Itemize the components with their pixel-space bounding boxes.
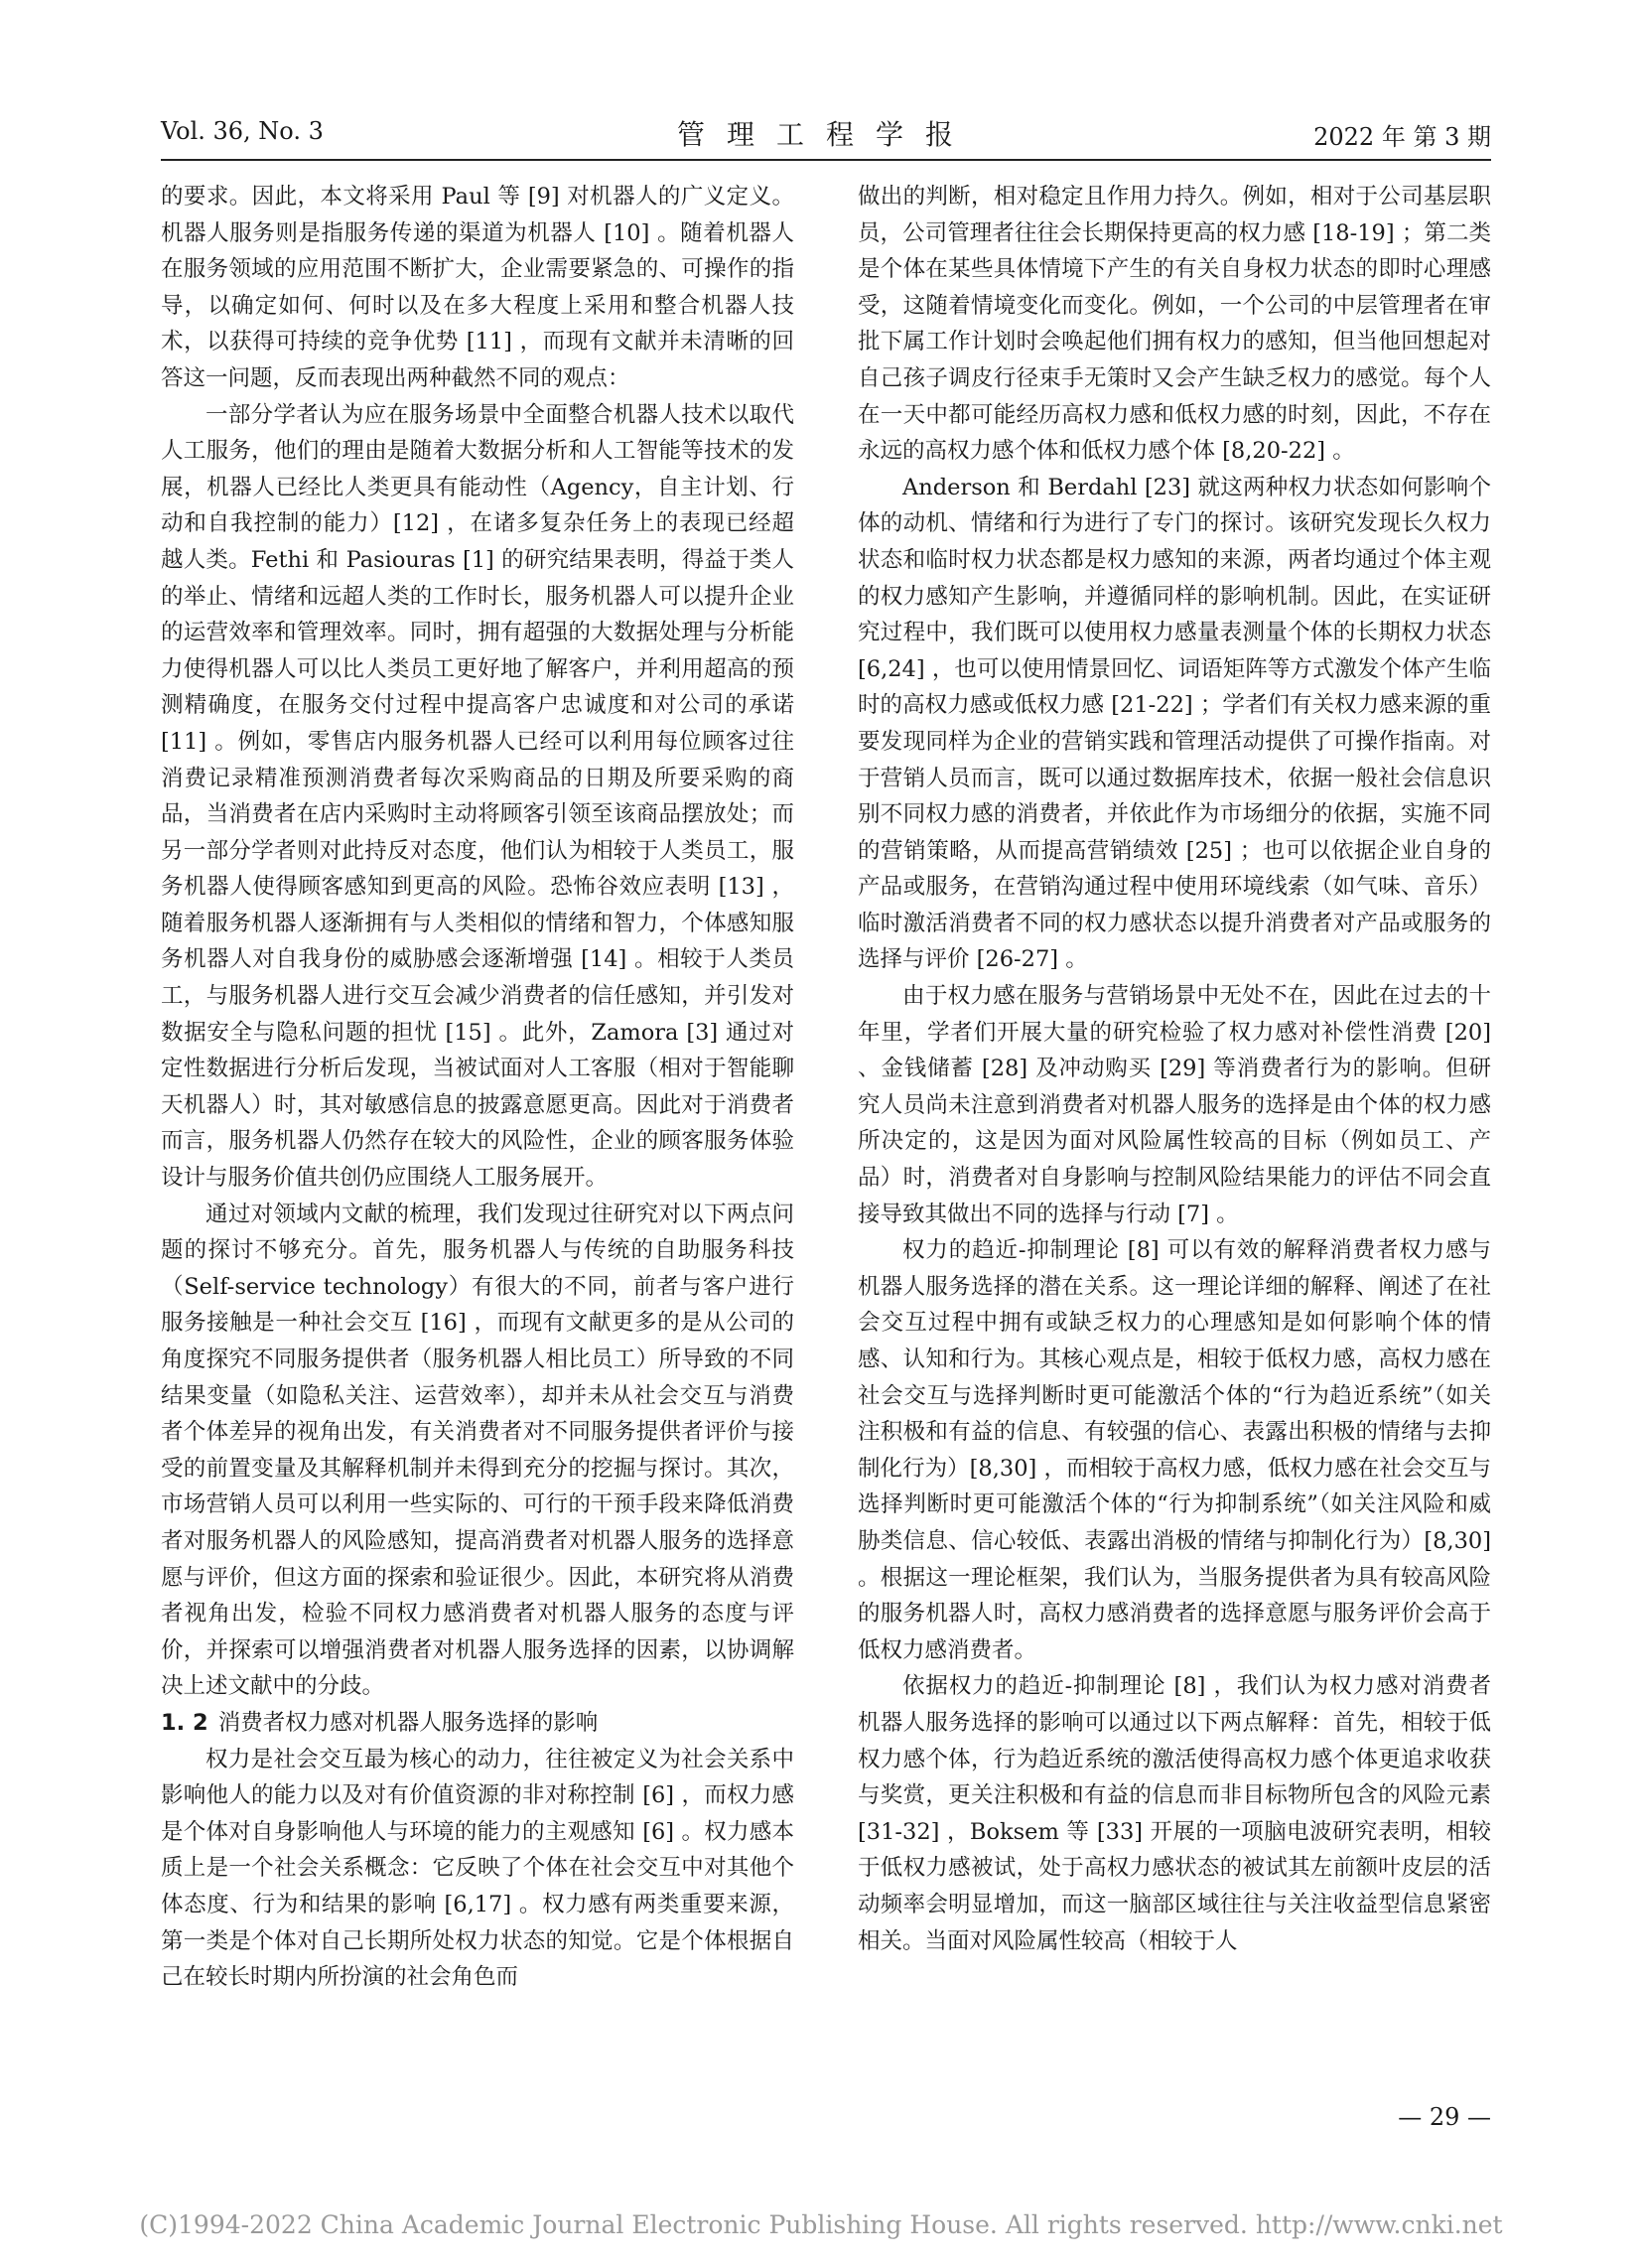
left-column — [161, 179, 794, 1996]
paragraph: 依据权力的趋近-抑制理论 [8] ，我们认为权力感对消费者机器人服务选择的影响可以通过以下两点解释：首先，相较于低权力感个体，行为趋近系统的激活使得高权力感个体更追求收获与奖赏，更关注积极和有益的信息而非目标物所包含的风险元素 [31-32] ，Boksem 等 [33] 开展的一项脑电波研究表明，相较于低权力感被试，处于高权力感状态的被试其左前额叶皮层的活动频率会明显增加，而这一脑部区域往往与关注收益型信息紧密相关。当面对风险属性较高（相较于人 — [858, 1673, 1491, 1954]
paragraph: 由于权力感在服务与营销场景中无处不在，因此在过去的十年里，学者们开展大量的研究检验了权力感对补偿性消费 [20] 、金钱储蓄 [28] 及冲动购买 [29] 等消费者行为的影响。但研究人员尚未注意到消费者对机器人服务的选择是由个体的权力感所决定的，这是因为面对风险属性较高的目标（例如员工、产品）时，消费者对自身影响与控制风险结果能力的评估不同会直接导致其做出不同的选择与行动 [7] 。 — [858, 983, 1491, 1227]
right-column — [858, 179, 1491, 1959]
header-rule — [161, 159, 1491, 161]
copyright-footer: (C)1994-2022 China Academic Journal Electronic Publishing House. All rights reserved. http://www.cnki.net — [139, 2210, 1503, 2239]
journal-issue: 2022 年 第 3 期 — [1313, 123, 1491, 151]
paragraph: 一部分学者认为应在服务场景中全面整合机器人技术以取代人工服务，他们的理由是随着大数据分析和人工智能等技术的发展，机器人已经比人类更具有能动性（Agency，自主计划、行动和自我控制的能力）[12] ，在诸多复杂任务上的表现已经超越人类。Fethi 和 Pasiouras [1] 的研究结果表明，得益于类人的举止、情绪和远超人类的工作时长，服务机器人可以提升企业的运营效率和管理效率。同时，拥有超强的大数据处理与分析能力使得机器人可以比人类员工更好地了解客户，并利用超高的预测精确度，在服务交付过程中提高客户忠诚度和对公司的承诺 [11] 。例如，零售店内服务机器人已经可以利用每位顾客过往消费记录精准预测消费者每次采购商品的日期及所要采购的商品，当消费者在店内采购时主动将顾客引领至该商品摆放处；而另一部分学者则对此持反对态度，他们认为相较于人类员工，服务机器人使得顾客感知到更高的风险。恐怖谷效应表明 [13] ，随着服务机器人逐渐拥有与人类相似的情绪和智力，个体感知服务机器人对自我身份的威胁感会逐渐增强 [14] 。相较于人类员工，与服务机器人进行交互会减少消费者的信任感知，并引发对数据安全与隐私问题的担忧 [15] 。此外，Zamora [3] 通过对定性数据进行分析后发现，当被试面对人工客服（相对于智能聊天机器人）时，其对敏感信息的披露意愿更高。因此对于消费者而言，服务机器人仍然存在较大的风险性，企业的顾客服务体验设计与服务价值共创仍应围绕人工服务展开。 — [161, 401, 794, 1192]
journal-volume: Vol. 36, No. 3 — [161, 117, 324, 145]
section-number: 1. 2 — [161, 1709, 208, 1736]
section-heading — [161, 1705, 794, 1742]
page-number: — 29 — — [1398, 2103, 1491, 2131]
running-header — [161, 117, 1491, 161]
paragraph: 权力是社会交互最为核心的动力，往往被定义为社会关系中影响他人的能力以及对有价值资源的非对称控制 [6] ，而权力感是个体对自身影响他人与环境的能力的主观感知 [6] 。权力感本质上是一个社会关系概念：它反映了个体在社会交互中对其他个体态度、行为和结果的影响 [6,17] 。权力感有两类重要来源，第一类是个体对自己长期所处权力状态的知觉。它是个体根据自己在较长时期内所扮演的社会角色而 — [161, 1746, 794, 1991]
paragraph: Anderson 和 Berdahl [23] 就这两种权力状态如何影响个体的动机、情绪和行为进行了专门的探讨。该研究发现长久权力状态和临时权力状态都是权力感知的来源，两者均通过个体主观的权力感知产生影响，并遵循同样的影响机制。因此，在实证研究过程中，我们既可以使用权力感量表测量个体的长期权力状态 [6,24] ，也可以使用情景回忆、词语矩阵等方式激发个体产生临时的高权力感或低权力感 [21-22] ；学者们有关权力感来源的重要发现同样为企业的营销实践和管理活动提供了可操作指南。对于营销人员而言，既可以通过数据库技术，依据一般社会信息识别不同权力感的消费者，并依此作为市场细分的依据，实施不同的营销策略，从而提高营销绩效 [25] ；也可以依据企业自身的产品或服务，在营销沟通过程中使用环境线索（如气味、音乐）临时激活消费者不同的权力感状态以提升消费者对产品或服务的选择与评价 [26-27] 。 — [858, 474, 1491, 973]
section-title: 消费者权力感对机器人服务选择的影响 — [217, 1709, 599, 1736]
paragraph: 权力的趋近-抑制理论 [8] 可以有效的解释消费者权力感与机器人服务选择的潜在关系。这一理论详细的解释、阐述了在社会交互过程中拥有或缺乏权力的心理感知是如何影响个体的情感、认知和行为。其核心观点是，相较于低权力感，高权力感在社会交互与选择判断时更可能激活个体的“行为趋近系统”（如关注积极和有益的信息、有较强的信心、表露出积极的情绪与去抑制化行为）[8,30] ，而相较于高权力感，低权力感在社会交互与选择判断时更可能激活个体的“行为抑制系统”（如关注风险和威胁类信息、信心较低、表露出消极的情绪与抑制化行为）[8,30] 。根据这一理论框架，我们认为，当服务提供者为具有较高风险的服务机器人时，高权力感消费者的选择意愿与服务评价会高于低权力感消费者。 — [858, 1237, 1491, 1663]
paragraph: 做出的判断，相对稳定且作用力持久。例如，相对于公司基层职员，公司管理者往往会长期保持更高的权力感 [18-19] ；第二类是个体在某些具体情境下产生的有关自身权力状态的即时心理感受，这随着情境变化而变化。例如，一个公司的中层管理者在审批下属工作计划时会唤起他们拥有权力的感知，但当他回想起对自己孩子调皮行径束手无策时又会产生缺乏权力的感觉。每个人在一天中都可能经历高权力感和低权力感的时刻，因此，不存在永远的高权力感个体和低权力感个体 [8,20-22] 。 — [858, 184, 1491, 465]
journal-title: 管理工程学报 — [676, 118, 975, 151]
paragraph: 的要求。因此，本文将采用 Paul 等 [9] 对机器人的广义定义。机器人服务则是指服务传递的渠道为机器人 [10] 。随着机器人在服务领域的应用范围不断扩大，企业需要紧急的、可操作的指导，以确定如何、何时以及在多大程度上采用和整合机器人技术，以获得可持续的竞争优势 [11] ，而现有文献并未清晰的回答这一问题，反而表现出两种截然不同的观点： — [161, 184, 794, 391]
paragraph: 通过对领域内文献的梳理，我们发现过往研究对以下两点问题的探讨不够充分。首先，服务机器人与传统的自助服务科技（Self-service technology）有很大的不同，前者与客户进行服务接触是一种社会交互 [16] ，而现有文献更多的是从公司的角度探究不同服务提供者（服务机器人相比员工）所导致的不同结果变量（如隐私关注、运营效率），却并未从社会交互与消费者个体差异的视角出发，有关消费者对不同服务提供者评价与接受的前置变量及其解释机制并未得到充分的挖掘与探讨。其次，市场营销人员可以利用一些实际的、可行的干预手段来降低消费者对服务机器人的风险感知，提高消费者对机器人服务的选择意愿与评价，但这方面的探索和验证很少。因此，本研究将从消费者视角出发，检验不同权力感消费者对机器人服务的态度与评价，并探索可以增强消费者对机器人服务选择的因素，以协调解决上述文献中的分歧。 — [161, 1201, 794, 1700]
